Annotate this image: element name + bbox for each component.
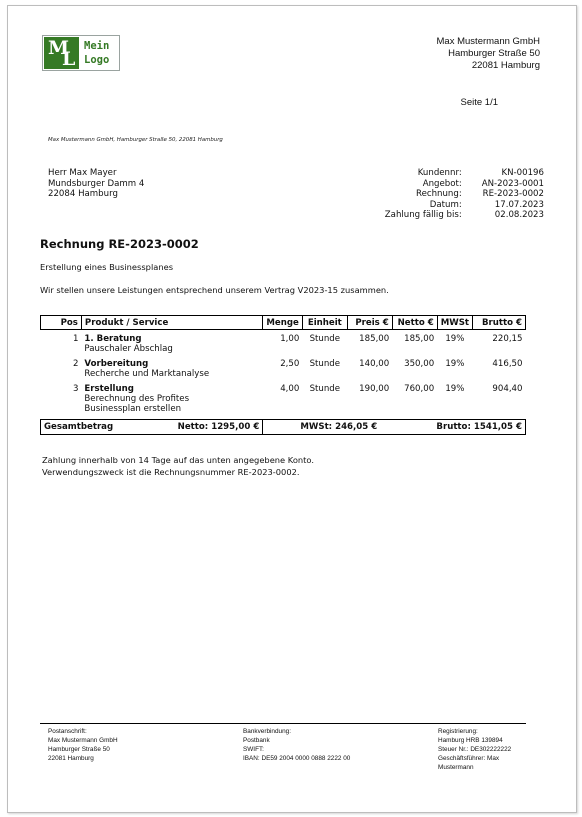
invoice-subject: Erstellung eines Businessplanes — [40, 262, 174, 272]
row-price: 190,00 — [359, 384, 390, 394]
row-net: 760,00 — [404, 384, 435, 394]
meta-label: Rechnung: — [416, 189, 462, 199]
product-description: Berechnung des Profites — [84, 394, 190, 404]
totals-gross: Brutto: 1541,05 € — [436, 422, 522, 432]
meta-label: Angebot: — [422, 178, 462, 189]
payment-note — [42, 454, 314, 478]
row-quantity: 4,00 — [280, 384, 300, 394]
table-row — [41, 359, 526, 384]
totals-net: Netto: 1295,00 € — [177, 422, 260, 432]
logo-mark — [44, 37, 79, 69]
footer-line: SWIFT: — [243, 746, 264, 753]
meta-row — [385, 189, 544, 200]
totals-vat: MWSt: 246,05 € — [300, 422, 378, 432]
meta-label: Kundennr: — [417, 168, 462, 178]
footer-line: Postbank — [243, 737, 270, 744]
logo-text — [84, 39, 109, 67]
logo-letter-m: M — [48, 37, 70, 59]
row-gross: 904,40 — [492, 384, 523, 394]
footer-heading: Postanschrift: — [48, 728, 87, 735]
row-pos: 1 — [72, 334, 79, 344]
line-items-table — [40, 315, 526, 435]
meta-label: Zahlung fällig bis: — [384, 210, 462, 220]
column-header-product: Produkt / Service — [81, 316, 262, 330]
footer-line: Steuer Nr.: DE302222222 — [438, 746, 512, 753]
column-header-unit: Einheit — [302, 316, 347, 330]
column-header-net: Netto € — [392, 316, 437, 330]
row-gross: 220,15 — [492, 334, 523, 344]
meta-value: AN-2023-0001 — [481, 178, 544, 189]
meta-label: Datum: — [429, 199, 462, 210]
footer-line: IBAN: DE59 2004 0000 0888 2222 00 — [243, 755, 351, 762]
row-price: 140,00 — [359, 359, 390, 369]
column-header-price: Preis € — [347, 316, 392, 330]
meta-row — [385, 210, 544, 221]
row-pos: 3 — [72, 384, 79, 394]
row-unit: Stunde — [309, 359, 341, 369]
footer-line: Geschäftsführer: Max Mustermann — [438, 755, 500, 771]
row-quantity: 2,50 — [280, 359, 300, 369]
product-description: Businessplan erstellen — [84, 404, 182, 414]
totals-label: Gesamtbetrag — [44, 422, 114, 432]
row-vat: 19% — [445, 334, 465, 344]
footer-postal — [48, 727, 228, 763]
row-product — [81, 330, 262, 360]
company-street: Hamburger Straße 50 — [448, 48, 540, 59]
product-description: Pauschaler Abschlag — [84, 344, 173, 354]
invoice-intro: Wir stellen unsere Leistungen entsprechend unserem Vertrag V2023-15 zusammen. — [40, 285, 389, 295]
row-product — [81, 359, 262, 384]
totals-cell-right — [263, 420, 526, 435]
invoice-meta — [385, 168, 544, 221]
row-net: 185,00 — [404, 334, 435, 344]
payment-note-line: Zahlung innerhalb von 14 Tage auf das unten angegebene Konto. — [42, 455, 314, 465]
product-description: Recherche und Marktanalyse — [84, 369, 210, 379]
column-header-quantity: Menge — [263, 316, 302, 330]
recipient-name: Herr Max Mayer — [48, 168, 117, 178]
meta-value: RE-2023-0002 — [482, 189, 544, 199]
row-pos: 2 — [72, 359, 79, 369]
row-gross: 416,50 — [492, 359, 523, 369]
footer-line: Hamburg HRB 139894 — [438, 737, 503, 744]
footer-heading: Registrierung: — [438, 728, 478, 735]
logo-text-line1: Mein — [84, 40, 110, 52]
logo-letter-l: L — [62, 48, 76, 70]
footer-divider — [40, 723, 526, 724]
row-vat: 19% — [445, 359, 465, 369]
table-row — [41, 384, 526, 420]
row-vat: 19% — [445, 384, 465, 394]
footer-heading: Bankverbindung: — [243, 728, 291, 735]
meta-value: 02.08.2023 — [494, 210, 544, 220]
meta-row — [385, 179, 544, 190]
product-name: Erstellung — [84, 384, 134, 394]
row-product — [81, 384, 262, 420]
column-header-gross: Brutto € — [473, 316, 526, 330]
logo-text-line2: Logo — [84, 54, 110, 66]
row-price: 185,00 — [359, 334, 390, 344]
row-quantity: 1,00 — [280, 334, 300, 344]
table-row — [41, 330, 526, 360]
footer-line: Hamburger Straße 50 — [48, 746, 110, 753]
company-city: 22081 Hamburg — [471, 60, 540, 71]
meta-row — [385, 168, 544, 179]
footer-registry — [438, 727, 530, 772]
column-header-pos: Pos — [41, 316, 82, 330]
product-name: 1. Beratung — [84, 334, 142, 344]
company-name: Max Mustermann GmbH — [436, 36, 540, 47]
footer-line: Max Mustermann GmbH — [48, 737, 118, 744]
invoice-title: Rechnung RE-2023-0002 — [40, 237, 199, 251]
row-unit: Stunde — [309, 334, 341, 344]
footer-line: 22081 Hamburg — [48, 755, 94, 762]
payment-note-line: Verwendungszweck ist die Rechnungsnummer RE-2023-0002. — [42, 467, 300, 477]
meta-value: KN-00196 — [501, 168, 544, 178]
company-address — [437, 36, 540, 72]
page-number: Seite 1/1 — [460, 97, 498, 108]
table-header-row — [41, 316, 526, 330]
footer-bank — [243, 727, 423, 763]
row-net: 350,00 — [404, 359, 435, 369]
recipient-address — [48, 168, 144, 200]
meta-row — [385, 200, 544, 211]
product-name: Vorbereitung — [84, 359, 149, 369]
totals-row — [41, 420, 526, 435]
sender-line: Max Mustermann GmbH, Hamburger Straße 50, 22081 Hamburg — [48, 137, 223, 143]
totals-cell — [41, 420, 263, 435]
recipient-street: Mundsburger Damm 4 — [48, 178, 145, 189]
column-header-vat: MWSt — [437, 316, 472, 330]
recipient-city: 22084 Hamburg — [48, 189, 118, 199]
company-logo — [42, 35, 120, 71]
row-unit: Stunde — [309, 384, 341, 394]
meta-value: 17.07.2023 — [494, 199, 544, 210]
